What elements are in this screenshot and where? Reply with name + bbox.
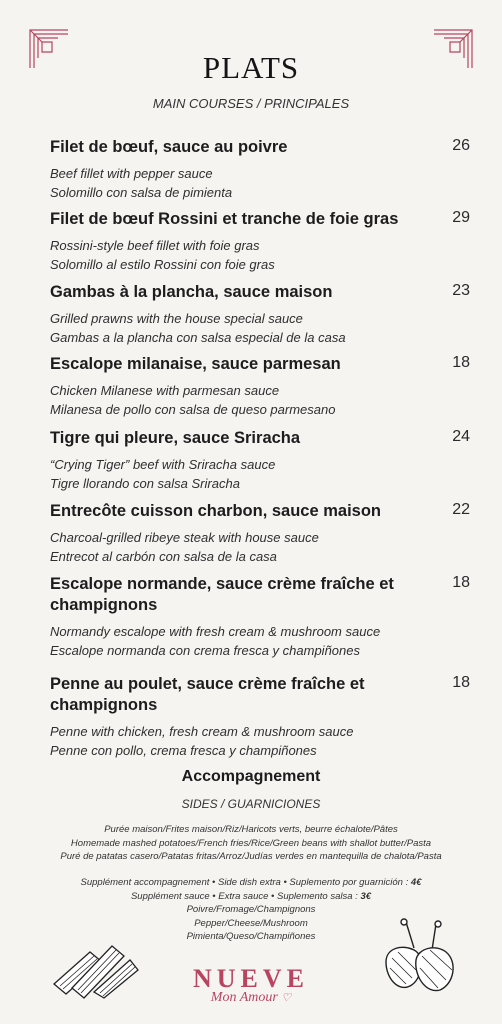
sides-list-en: Homemade mashed potatoes/French fries/Rice/Green beans with shallot butter/Pasta (70, 837, 432, 849)
menu-item (50, 209, 470, 274)
menu-item (50, 137, 470, 202)
sides-title: Accompagnement (181, 768, 321, 785)
menu-item (50, 674, 470, 760)
dish-description (50, 381, 460, 419)
dish-description-en: Normandy escalope with fresh cream & mushroom sauce (50, 624, 381, 639)
dish-description-es: Entrecot al carbón con salsa de la casa (50, 549, 277, 564)
dish-description-en: Penne with chicken, fresh cream & mushroom sauce (50, 724, 354, 739)
menu-item (50, 354, 470, 419)
sauce-options-fr: Poivre/Fromage/Champignons (186, 904, 316, 915)
sides-list-es: Puré de patatas casero/Patatas fritas/Arroz/Judías verdes en mantequilla de chalota/Pasta (60, 851, 442, 862)
dish-name: Escalope milanaise, sauce parmesan (50, 355, 341, 373)
dish-price: 22 (452, 501, 470, 518)
page-subtitle: MAIN COURSES / PRINCIPALES (152, 96, 350, 111)
side-supplement-text: Supplément accompagnement • Side dish extra • Suplemento por guarnición : (80, 877, 409, 888)
dish-description-en: Rossini-style beef fillet with foie gras (50, 238, 260, 253)
sides-subtitle: SIDES / GUARNICIONES (181, 797, 321, 811)
sauce-options-es: Pimienta/Queso/Champiñones (186, 931, 316, 942)
brand-name: NUEVE (192, 964, 309, 993)
dish-description-es: Milanesa de pollo con salsa de queso parmesano (50, 402, 336, 417)
sauce-supplement-line (0, 890, 502, 904)
menu-item (50, 282, 470, 347)
heart-icon: ♡ (281, 992, 292, 1004)
dish-description (50, 164, 460, 202)
menu-item (50, 428, 470, 493)
dish-name: Penne au poulet, sauce crème fraîche et champignons (50, 675, 365, 714)
dish-price: 29 (452, 209, 470, 226)
dish-description (50, 722, 460, 760)
dish-price: 24 (452, 428, 470, 445)
dish-name: Tigre qui pleure, sauce Sriracha (50, 429, 301, 447)
dish-name: Gambas à la plancha, sauce maison (50, 283, 333, 301)
dish-description-es: Gambas a la plancha con salsa especial de la casa (50, 330, 346, 345)
dish-description-es: Penne con pollo, crema fresca y champiñones (50, 743, 317, 758)
dish-price: 18 (452, 574, 470, 591)
dish-description-en: Beef fillet with pepper sauce (50, 166, 213, 181)
dish-price: 18 (452, 674, 470, 691)
menu-item (50, 501, 470, 566)
dish-description (50, 236, 460, 274)
sides-list-fr: Purée maison/Frites maison/Riz/Haricots verts, beurre échalote/Pâtes (104, 824, 398, 835)
page-title: PLATS (202, 50, 300, 85)
dish-description-es: Tigre llorando con salsa Sriracha (50, 476, 240, 491)
menu-item (50, 574, 470, 660)
dish-description (50, 309, 460, 347)
dish-description-en: Grilled prawns with the house special sauce (50, 311, 303, 326)
sauce-supplement-text: Supplément sauce • Extra sauce • Suplemento salsa : (130, 890, 358, 902)
sauce-supplement-price: 3€ (360, 890, 372, 902)
sauce-options-en: Pepper/Cheese/Mushroom (194, 917, 308, 929)
dish-price: 23 (452, 282, 470, 299)
dish-description-es: Escalope normanda con crema fresca y champiñones (50, 643, 360, 658)
dish-description-en: Charcoal-grilled ribeye steak with house sauce (50, 530, 319, 545)
dish-description (50, 455, 460, 493)
brand-tagline-text: Mon Amour (210, 990, 278, 1005)
dish-price: 26 (452, 137, 470, 154)
dish-name: Filet de bœuf Rossini et tranche de foie gras (50, 210, 399, 228)
brand-logo (0, 964, 502, 1006)
dish-name: Filet de bœuf, sauce au poivre (50, 138, 288, 156)
dish-description-en: “Crying Tiger” beef with Sriracha sauce (50, 457, 276, 472)
brand-tagline (0, 990, 502, 1006)
dish-description (50, 528, 460, 566)
dish-description-es: Solomillo con salsa de pimienta (50, 185, 233, 200)
dish-description-en: Chicken Milanese with parmesan sauce (50, 383, 280, 398)
dish-description-es: Solomillo al estilo Rossini con foie gras (50, 257, 275, 272)
side-supplement-price: 4€ (410, 877, 422, 888)
dish-name: Entrecôte cuisson charbon, sauce maison (50, 502, 382, 520)
side-supplement-line (0, 876, 502, 890)
sides-list (0, 823, 502, 864)
dish-description (50, 622, 460, 660)
dish-price: 18 (452, 354, 470, 371)
dish-name: Escalope normande, sauce crème fraîche et champignons (50, 575, 394, 614)
